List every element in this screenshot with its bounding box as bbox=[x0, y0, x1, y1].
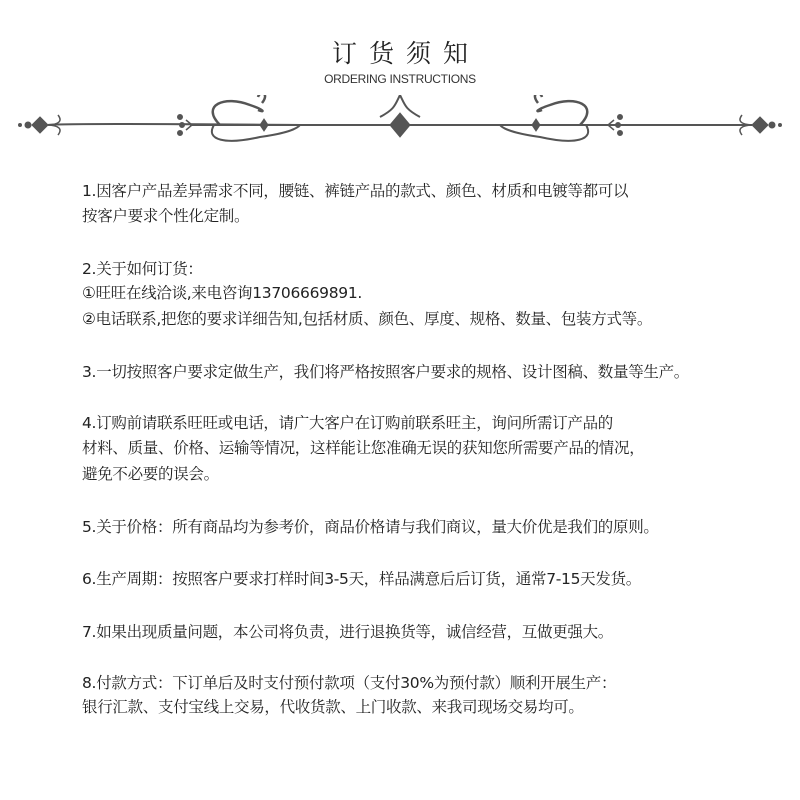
page-subtitle: ORDERING INSTRUCTIONS bbox=[324, 72, 476, 86]
instruction-line: 1.因客户产品差异需求不同，腰链、裤链产品的款式、颜色、材质和电镀等都可以 bbox=[82, 182, 629, 200]
instruction-line: 7.如果出现质量问题，本公司将负责，进行退换货等，诚信经营，互做更强大。 bbox=[82, 623, 613, 641]
page-title: 订货须知 bbox=[331, 39, 480, 68]
instruction-line: ①旺旺在线洽谈,来电咨询13706669891. bbox=[82, 284, 363, 302]
instruction-line: 按客户要求个性化定制。 bbox=[82, 207, 250, 225]
instruction-line: 8.付款方式：下订单后及时支付预付款项（支付30%为预付款）顺利开展生产： bbox=[82, 674, 617, 692]
ornament-divider-icon bbox=[0, 95, 800, 155]
instruction-line: 3.一切按照客户要求定做生产，我们将严格按照客户要求的规格、设计图稿、数量等生产。 bbox=[82, 363, 689, 381]
instruction-line: 材料、质量、价格、运输等情况，这样能让您准确无误的获知您所需要产品的情况， bbox=[82, 439, 645, 457]
instruction-line: 4.订购前请联系旺旺或电话，请广大客户在订购前联系旺主，询问所需订产品的 bbox=[82, 414, 613, 432]
instruction-line: 2.关于如何订货： bbox=[82, 260, 203, 278]
instruction-line: ②电话联系,把您的要求详细告知,包括材质、颜色、厚度、规格、数量、包装方式等。 bbox=[82, 310, 653, 328]
instruction-line: 6.生产周期：按照客户要求打样时间3-5天，样品满意后后订货，通常7-15天发货。 bbox=[82, 570, 641, 588]
instruction-line: 5.关于价格：所有商品均为参考价，商品价格请与我们商议，量大价优是我们的原则。 bbox=[82, 518, 659, 536]
instruction-line: 银行汇款、支付宝线上交易，代收货款、上门收款、来我司现场交易均可。 bbox=[82, 698, 584, 716]
instruction-line: 避免不必要的误会。 bbox=[82, 465, 219, 483]
